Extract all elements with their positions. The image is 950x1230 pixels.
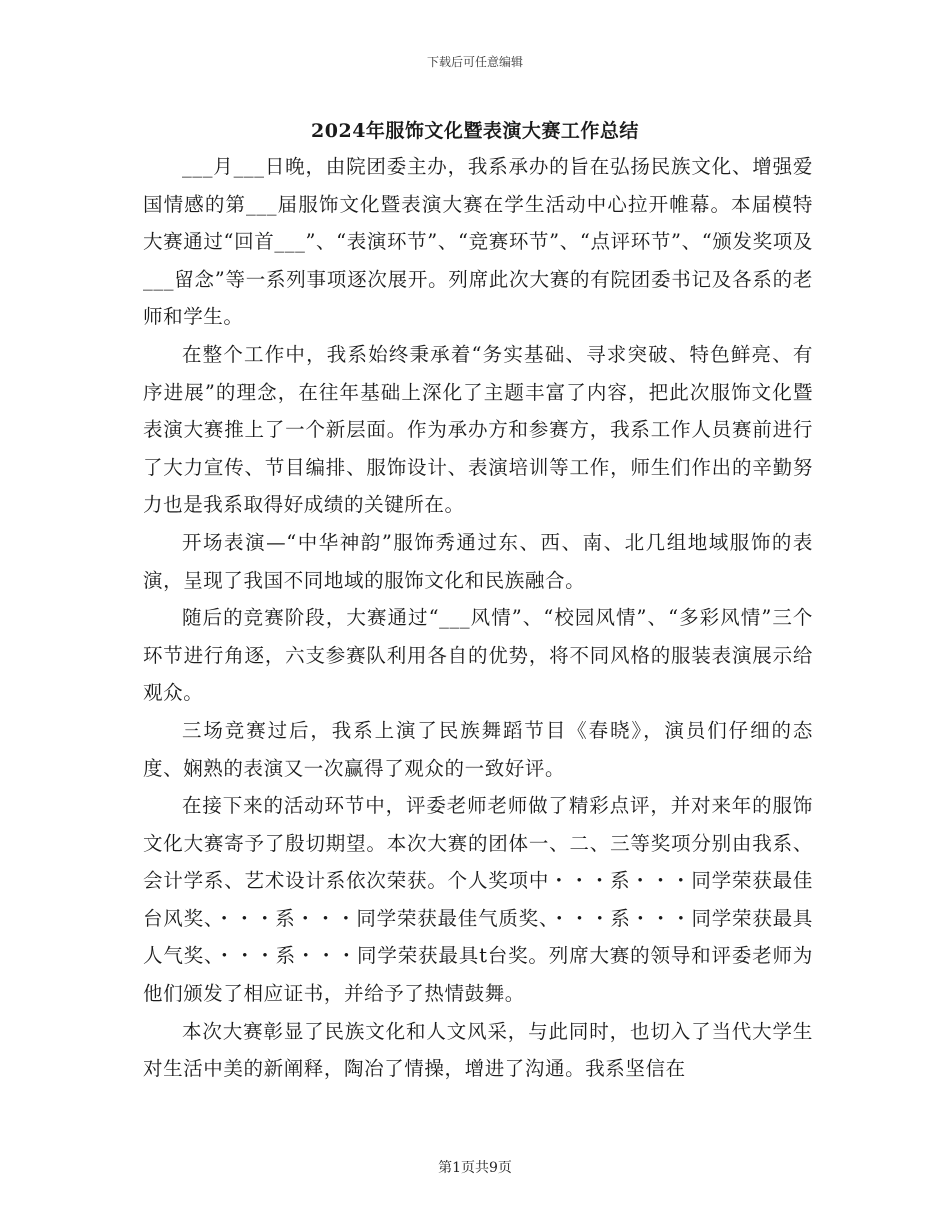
document-body	[143, 148, 813, 1088]
paragraph-6: 在接下来的活动环节中，评委老师老师做了精彩点评，并对来年的服饰文化大赛寄予了殷切期望。本次大赛的团体一、二、三等奖项分别由我系、会计学系、艺术设计系依次荣获。个人奖项中・・・系・・・同学荣获最佳台风奖、・・・系・・・同学荣获最佳气质奖、・・・系・・・同学荣获最具人气奖、・・・系・・・同学荣获最具t台奖。列席大赛的领导和评委老师为他们颁发了相应证书，并给予了热情鼓舞。	[143, 794, 813, 1006]
document-title: 2024年服饰文化暨表演大赛工作总结	[311, 120, 639, 142]
paragraph-5: 三场竞赛过后，我系上演了民族舞蹈节目《春晓》，演员们仔细的态度、娴熟的表演又一次赢得了观众的一致好评。	[143, 718, 813, 780]
paragraph-3: 开场表演—“中华神韵”服饰秀通过东、西、南、北几组地域服饰的表演，呈现了我国不同地域的服饰文化和民族融合。	[143, 530, 813, 592]
paragraph-4: 随后的竞赛阶段，大赛通过“___风情”、“校园风情”、“多彩风情”三个环节进行角逐，六支参赛队利用各自的优势，将不同风格的服装表演展示给观众。	[143, 606, 813, 705]
page-header-note: 下载后可任意编辑	[426, 55, 523, 69]
paragraph-1: ___月___日晚，由院团委主办，我系承办的旨在弘扬民族文化、增强爱国情感的第___届服饰文化暨表演大赛在学生活动中心拉开帷幕。本届模特大赛通过“回首___”、“表演环节”、“竞赛环节”、“点评环节”、“颁发奖项及___留念”等一系列事项逐次展开。列席此次大赛的有院团委书记及各系的老师和学生。	[143, 155, 813, 329]
page-number-footer: 第1页共9页	[438, 1160, 512, 1176]
paragraph-7: 本次大赛彰显了民族文化和人文风采，与此同时，也切入了当代大学生对生活中美的新阐释，陶冶了情操，增进了沟通。我系坚信在	[143, 1019, 813, 1081]
paragraph-2: 在整个工作中，我系始终秉承着“务实基础、寻求突破、特色鲜亮、有序进展”的理念，在往年基础上深化了主题丰富了内容，把此次服饰文化暨表演大赛推上了一个新层面。作为承办方和参赛方，我系工作人员赛前进行了大力宣传、节目编排、服饰设计、表演培训等工作，师生们作出的辛勤努力也是我系取得好成绩的关键所在。	[143, 342, 813, 517]
